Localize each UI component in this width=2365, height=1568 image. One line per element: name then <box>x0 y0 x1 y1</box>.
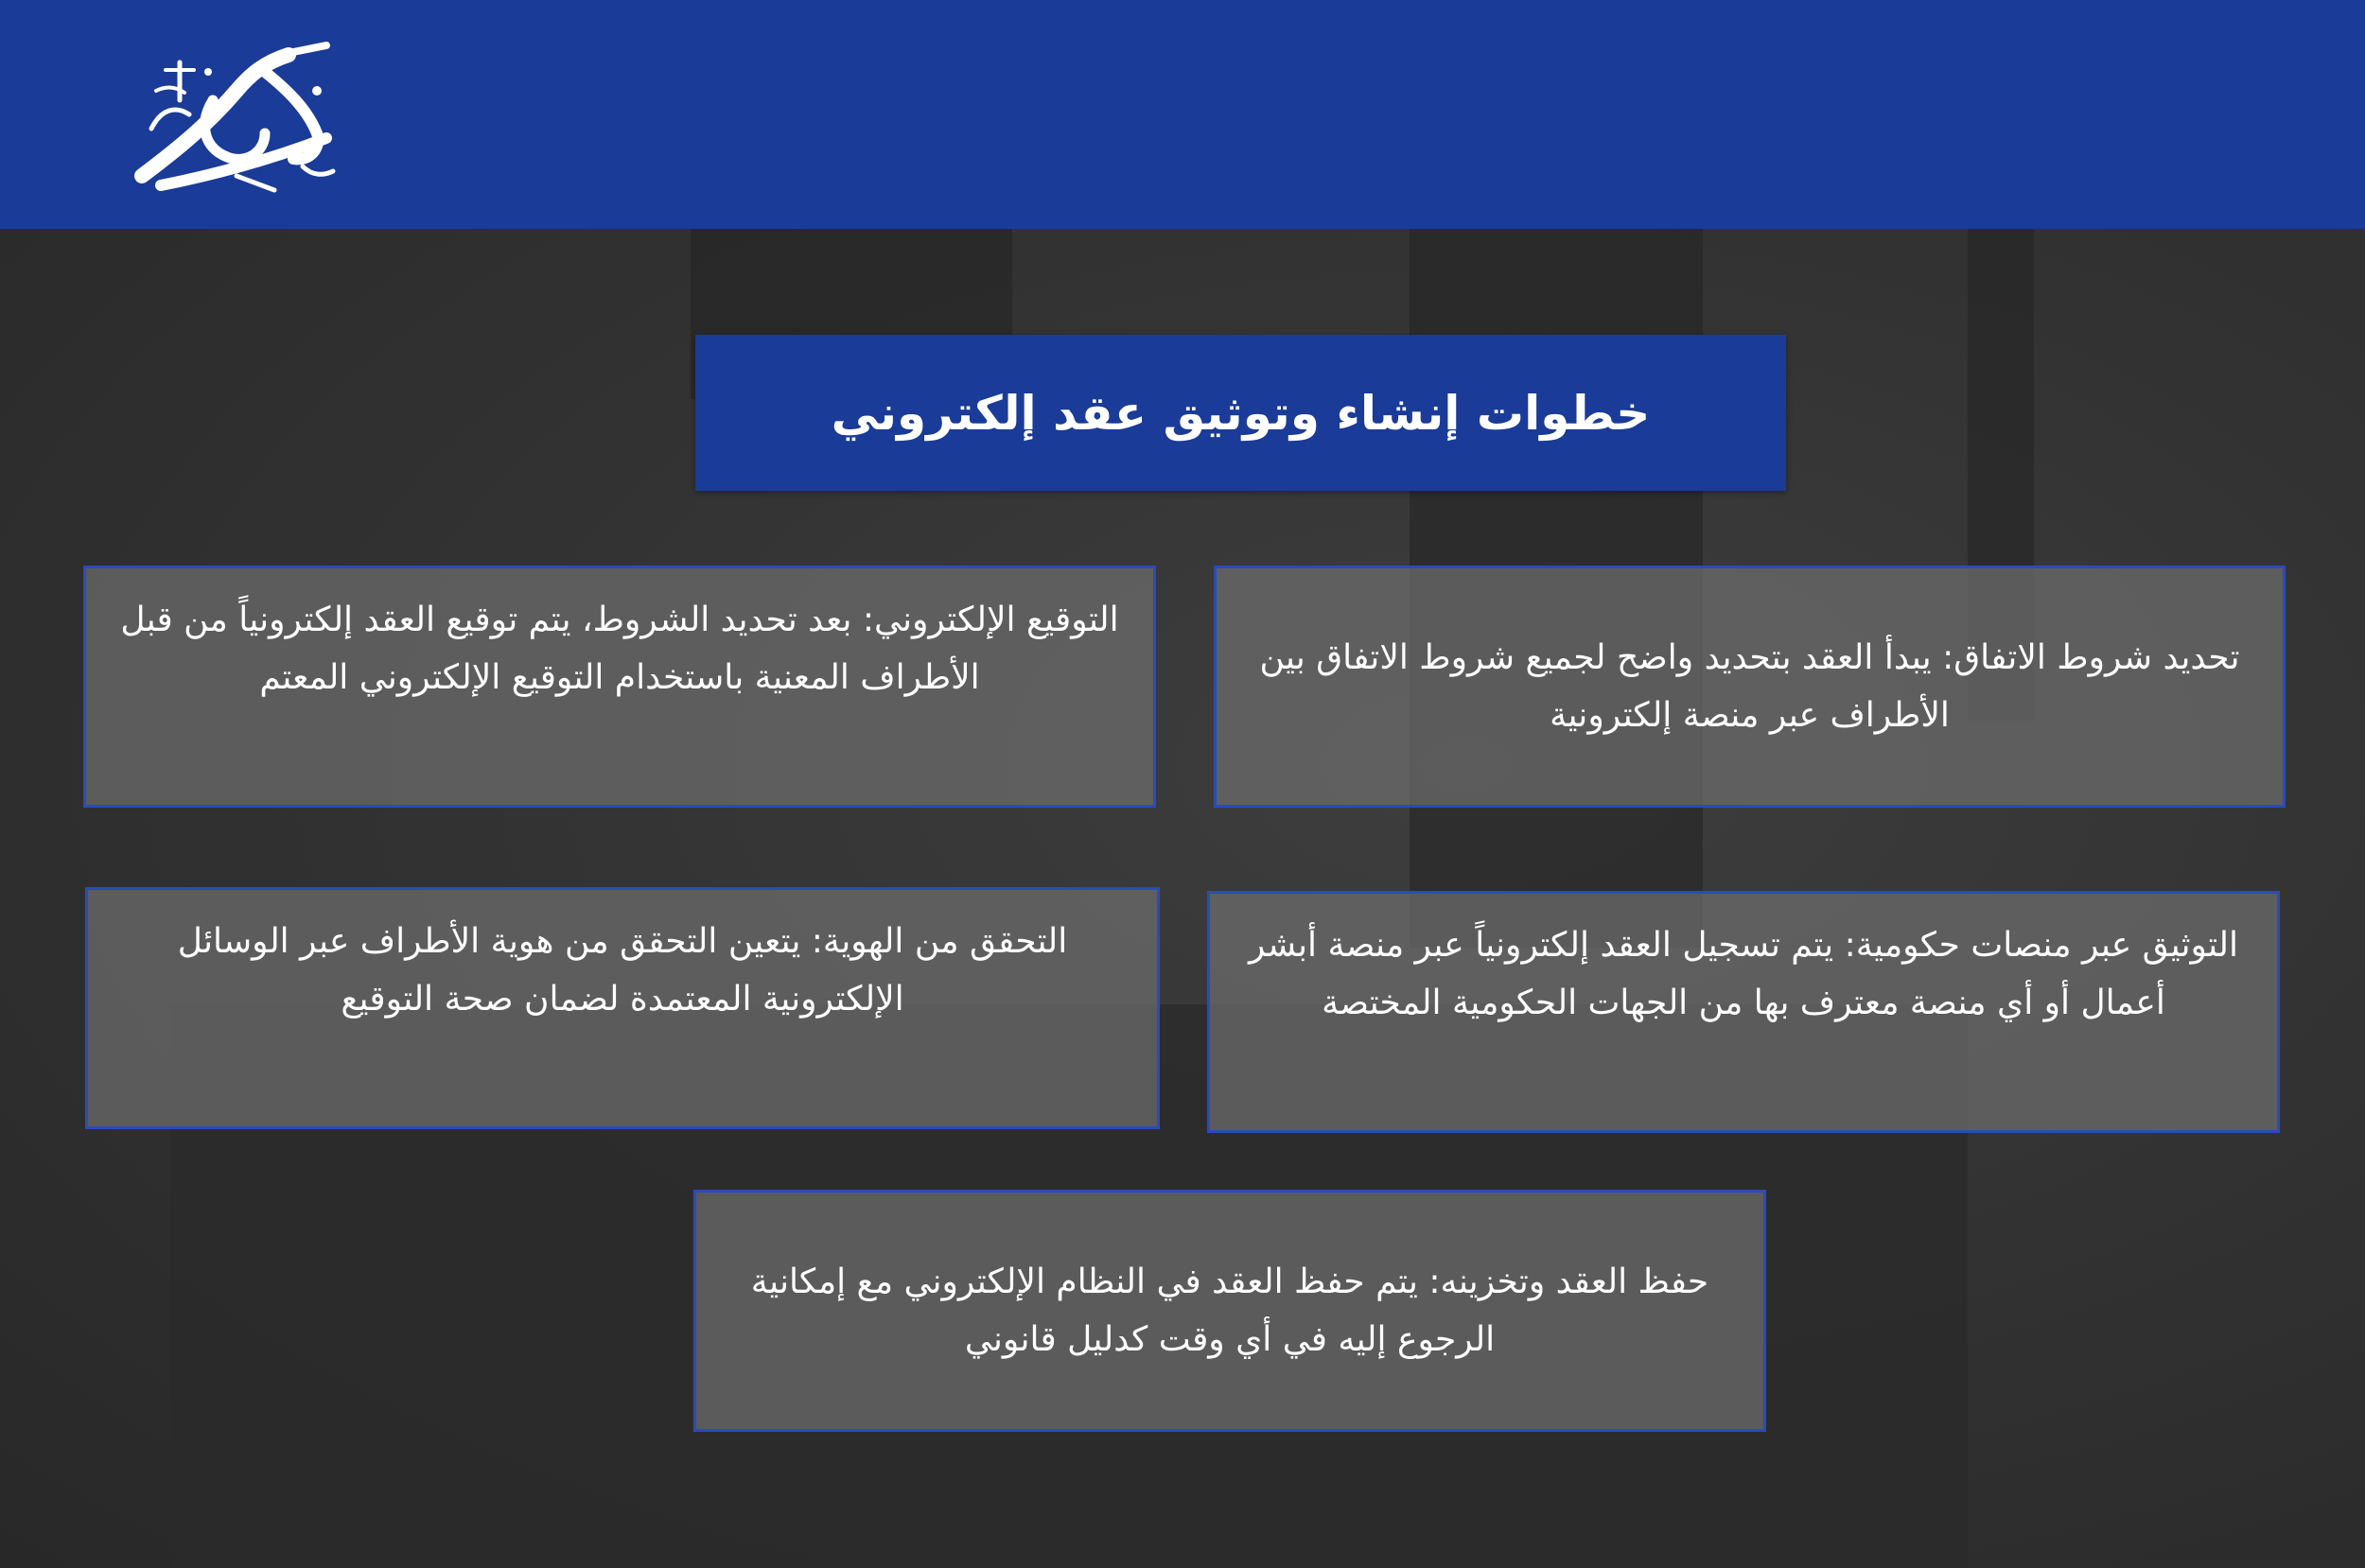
step-text-define-terms: تحديد شروط الاتفاق: يبدأ العقد بتحديد واضح لجميع شروط الاتفاق بين الأطراف عبر منصة إلكترونية <box>1259 638 2240 735</box>
step-text-e-signature: التوقيع الإلكتروني: بعد تحديد الشروط، يتم توقيع العقد إلكترونياً من قبل الأطراف المعنية باستخدام التوقيع الإلكتروني المعتم <box>120 601 1119 697</box>
step-card-e-signature <box>83 566 1156 808</box>
calligraphy-logo-icon <box>123 34 341 204</box>
step-text-storage: حفظ العقد وتخزينه: يتم حفظ العقد في النظام الإلكتروني مع إمكانية الرجوع إليه في أي وقت كدليل قانوني <box>750 1263 1709 1359</box>
step-card-identity-check <box>85 887 1160 1129</box>
step-card-gov-notarization <box>1207 891 2280 1133</box>
step-card-storage <box>693 1190 1766 1432</box>
step-text-identity-check: التحقق من الهوية: يتعين التحقق من هوية الأطراف عبر الوسائل الإلكترونية المعتمدة لضمان صحة التوقيع <box>177 922 1068 1019</box>
header-bar <box>0 0 2365 229</box>
step-card-define-terms <box>1214 566 2286 808</box>
page-title: خطوات إنشاء وتوثيق عقد إلكتروني <box>695 335 1786 491</box>
step-text-gov-notarization: التوثيق عبر منصات حكومية: يتم تسجيل العقد إلكترونياً عبر منصة أبشر أعمال أو أي منصة معترف بها من الجهات الحكومية المختصة <box>1249 926 2238 1022</box>
